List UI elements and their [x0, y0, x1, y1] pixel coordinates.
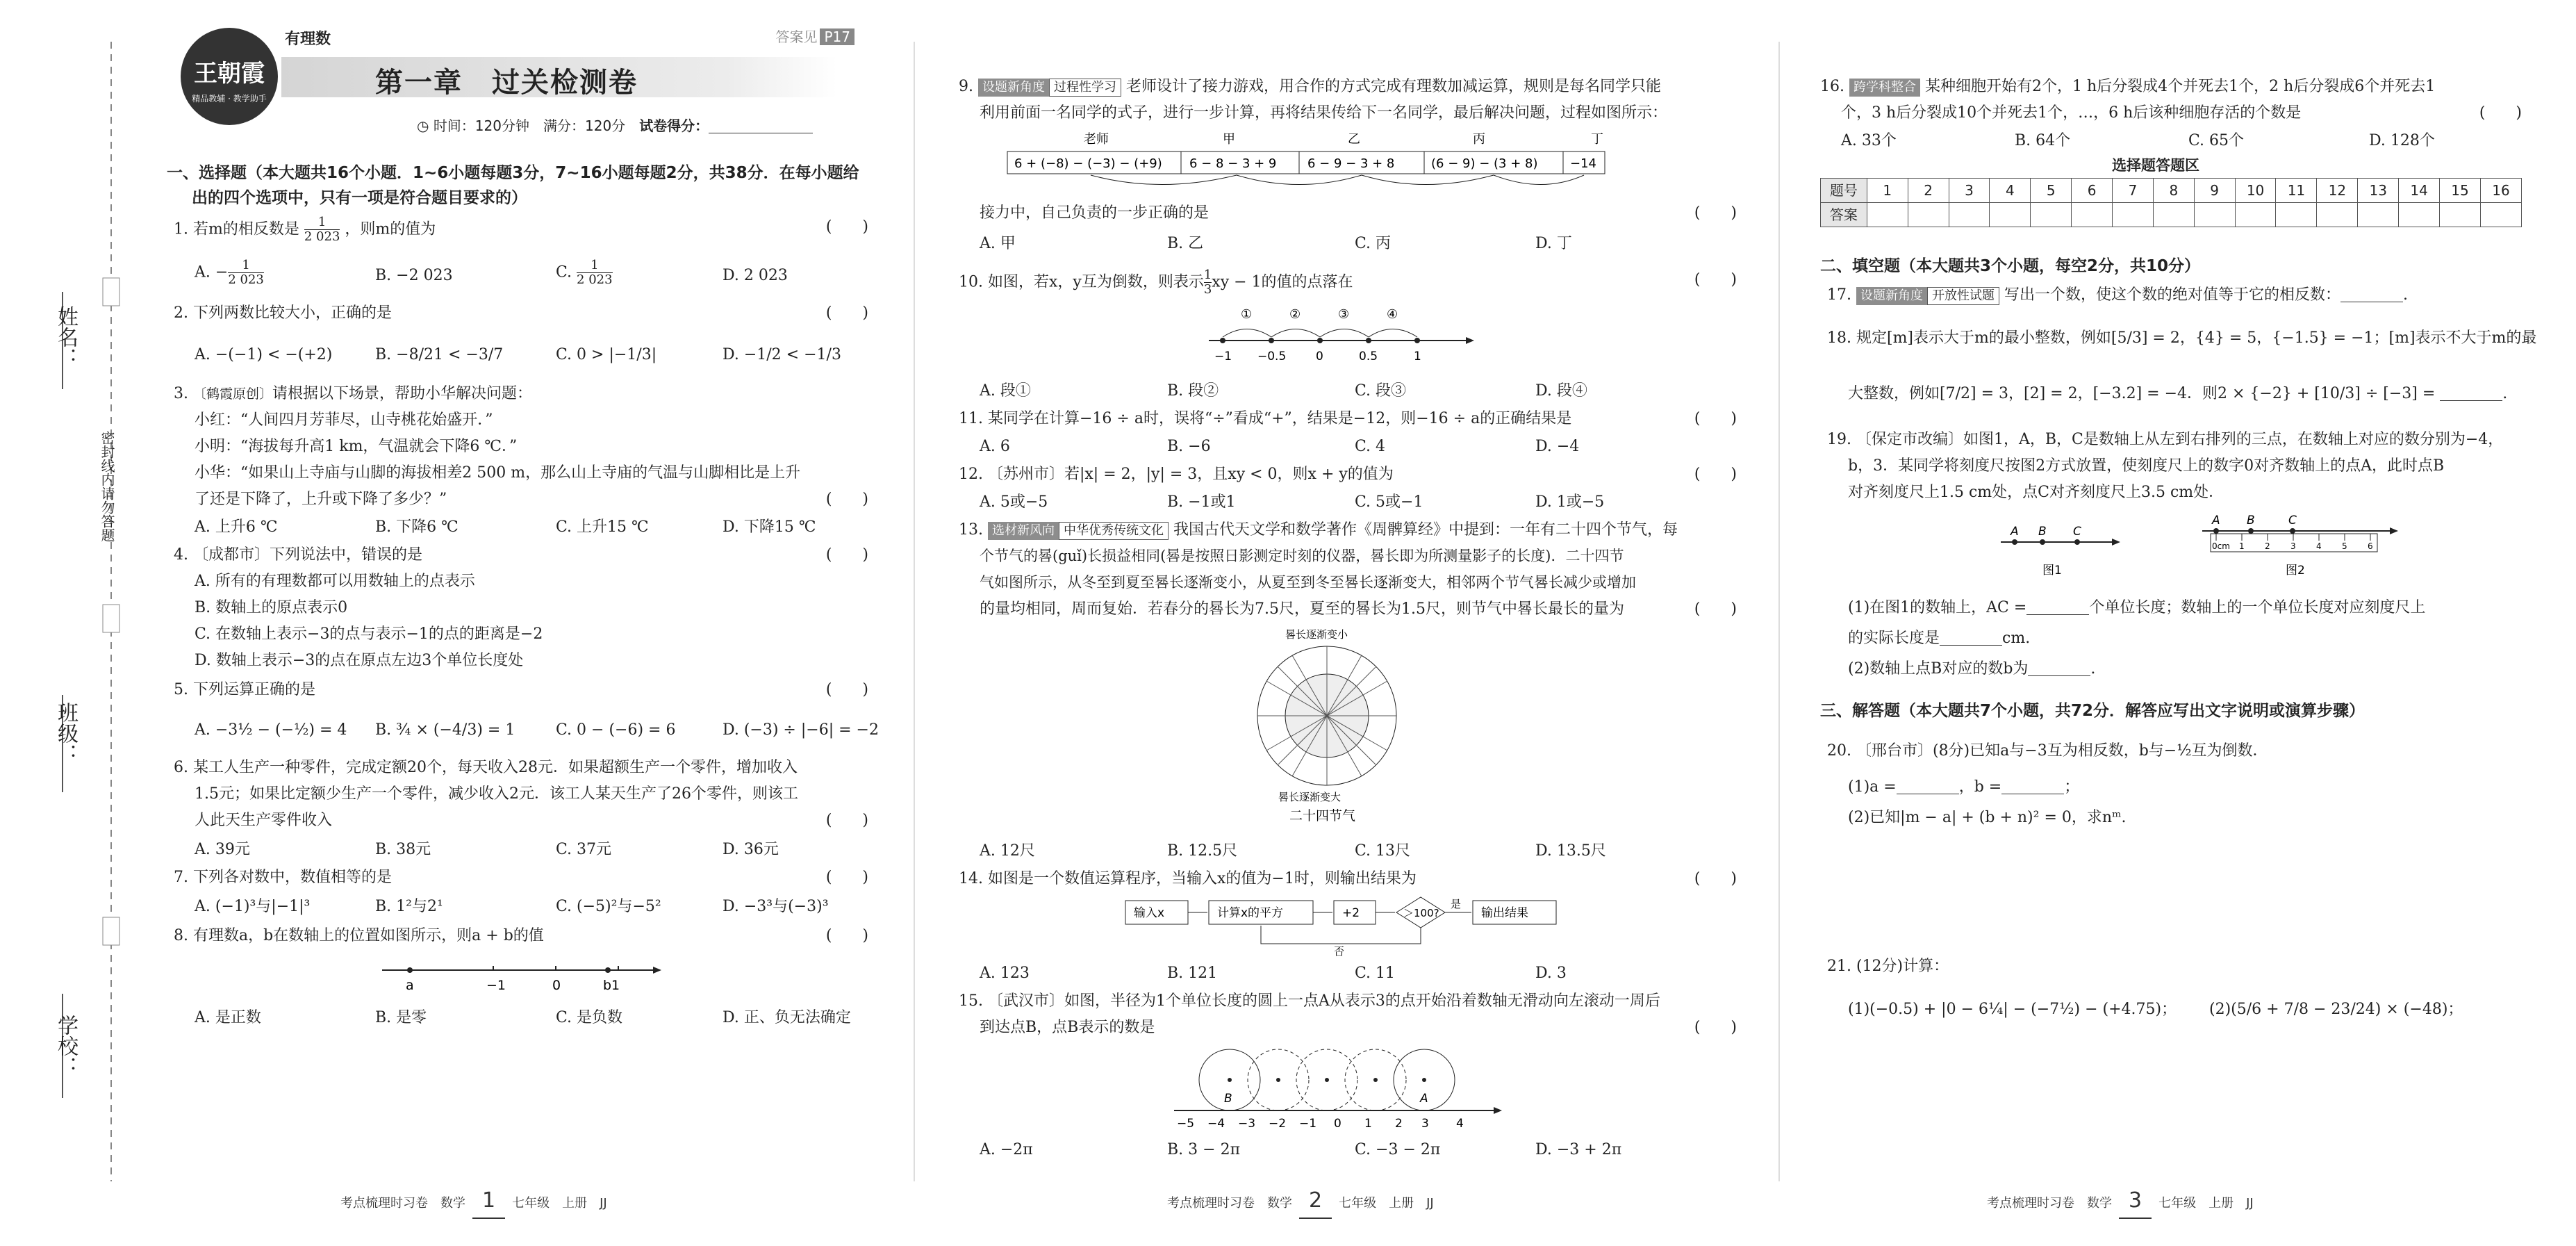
- q14-flowchart: [1118, 894, 1577, 956]
- answer-cell[interactable]: [1990, 203, 2031, 227]
- q15-option-b[interactable]: B. 3 − 2π: [1167, 1141, 1241, 1158]
- q10-option-c[interactable]: C. 段③: [1355, 382, 1407, 400]
- point-label: C: [2073, 525, 2081, 539]
- segment-label: ④: [1387, 307, 1398, 322]
- row-label: 答案: [1821, 203, 1867, 227]
- relay-name: 甲: [1223, 132, 1235, 147]
- question-number-cell: 12: [2317, 179, 2358, 203]
- answer-cell[interactable]: [2072, 203, 2113, 227]
- q16-option-c[interactable]: C. 65个: [2188, 132, 2245, 149]
- q4-option-d[interactable]: D. 数轴上表示−3的点在原点左边3个单位长度处: [195, 652, 524, 669]
- question-number-cell: 10: [2235, 179, 2276, 203]
- question-19: 19. 〔保定市改编〕如图1，A，B，C是数轴上从左到右排列的三点，在数轴上对应的数分别为−4，: [1827, 431, 2504, 448]
- tick-label: −1: [1214, 350, 1232, 363]
- tick-label: 4: [1456, 1117, 1464, 1131]
- flow-step: 输入x: [1134, 906, 1165, 920]
- q12-option-b[interactable]: B. −1或1: [1167, 493, 1236, 511]
- q13-line-2: 个节气的晷(guǐ)长损益相同(晷是按照日影测定时刻的仪器，晷长即为所测量影子的长度)．二十四节: [980, 548, 1624, 564]
- tick-label: −1: [1299, 1117, 1317, 1131]
- fig-caption: 图2: [2286, 564, 2305, 577]
- question-7: 7. 下列各对数中，数值相等的是 ( ): [174, 869, 868, 886]
- q11-option-b[interactable]: B. −6: [1167, 438, 1211, 455]
- answer-cell[interactable]: [2194, 203, 2235, 227]
- q19-figures: [1994, 507, 2425, 584]
- q7-option-d[interactable]: D. −3³与(−3)³: [723, 898, 829, 915]
- answer-blank[interactable]: [1897, 778, 1959, 794]
- question-number-cell: 2: [1908, 179, 1949, 203]
- answer-cell[interactable]: [2031, 203, 2072, 227]
- q15-option-c[interactable]: C. −3 − 2π: [1355, 1141, 1441, 1158]
- fig-caption: 二十四节气: [1289, 808, 1356, 823]
- fig-label: 晷长逐渐变小: [1285, 628, 1348, 641]
- ruler-label: 3: [2290, 541, 2296, 551]
- answer-grid: [1820, 178, 2522, 227]
- answer-grid-row: [1821, 179, 2522, 203]
- relay-name: 老师: [1084, 132, 1109, 147]
- ruler-label: 5: [2342, 541, 2347, 551]
- q3-line-4: 了还是下降了，上升或下降了多少？” ( ): [195, 491, 868, 508]
- answer-cell[interactable]: [2399, 203, 2440, 227]
- relay-name: 丁: [1591, 132, 1603, 147]
- q19-part-1b: 的实际长度是 cm.: [1848, 630, 2031, 647]
- q15-option-d[interactable]: D. −3 + 2π: [1535, 1141, 1622, 1158]
- q21-part-2: (2)(5/6 + 7/8 − 23/24) × (−48)；: [2209, 1001, 2463, 1018]
- flow-step: 计算x的平方: [1217, 906, 1284, 920]
- answer-cell[interactable]: [1949, 203, 1990, 227]
- exam-info: ◷ 时间：120分钟 满分：120分 试卷得分：: [417, 115, 813, 137]
- binding-sidebar: [0, 0, 153, 1243]
- q9-line-2: 利用前面一名同学的式子，进行一步计算，再将结果传给下一名同学，最后解决问题，过程如图所示：: [980, 104, 1668, 122]
- tick-label: 0: [1334, 1117, 1341, 1131]
- q8-option-b[interactable]: B. 是零: [375, 1009, 427, 1026]
- question-4: 4. 〔成都市〕下列说法中，错误的是 ( ): [174, 546, 868, 564]
- q15-line-2: 到达点B，点B表示的数是 ( ): [980, 1019, 1737, 1036]
- tick-label: 1: [1364, 1117, 1372, 1131]
- ruler-label: 4: [2316, 541, 2322, 551]
- section-1-title-2: 出的四个选项中，只有一项是符合题目要求的）: [192, 189, 527, 207]
- question-18: 18. 规定[m]表示大于m的最小整数，例如[5/3] = 2，{4} = 5，{−1.5} = −1；[m]表示不大于m的最: [1827, 329, 2537, 347]
- relay-box: 6 − 9 − 3 + 8: [1307, 156, 1395, 171]
- q7-option-b[interactable]: B. 1²与2¹: [375, 898, 443, 915]
- point-b: [605, 967, 611, 973]
- answer-blank[interactable]: [2001, 778, 2064, 794]
- q20-part-2: (2)已知|m − a| + (b + n)² = 0，求nᵐ.: [1848, 809, 2127, 826]
- segment-label: ②: [1289, 307, 1301, 322]
- q8-number-line: [375, 955, 667, 997]
- question-number-cell: 1: [1867, 179, 1908, 203]
- segment-label: ③: [1338, 307, 1350, 322]
- q18-line-2: 大整数，例如[7/2] = 3，[2] = 2，[−3.2] = −4．则2 × {−2} + [10/3] ÷ [−3] = .: [1848, 385, 2508, 402]
- q7-option-c[interactable]: C. (−5)²与−5²: [556, 898, 661, 915]
- q3-line-2: 小明：“海拔每升高1 km，气温就会下降6 ℃．”: [195, 438, 518, 455]
- question-3: 3. 〔鹤霞原创〕请根据以下场景，帮助小华解决问题：: [174, 385, 533, 402]
- answer-blank[interactable]: [2440, 385, 2502, 401]
- q19-part-1: (1)在图1的数轴上，AC = 个单位长度；数轴上的一个单位长度对应刻度尺上: [1848, 599, 2426, 616]
- q13-option-b[interactable]: B. 12.5尺: [1167, 842, 1238, 860]
- q12-option-c[interactable]: C. 5或−1: [1355, 493, 1423, 511]
- question-13: 13. 选材新风向 中华优秀传统文化 我国古代天文学和数学著作《周髀算经》中提到：一年有二十四个节气，每: [959, 521, 1678, 539]
- q13-option-d[interactable]: D. 13.5尺: [1535, 842, 1606, 860]
- page-divider: [914, 42, 915, 1181]
- tick-label: −4: [1207, 1117, 1225, 1131]
- q9-line-3: 接力中，自己负责的一步正确的是 ( ): [980, 204, 1737, 222]
- answer-cell[interactable]: [2113, 203, 2154, 227]
- q19-part-2: (2)数轴上点B对应的数b为 .: [1848, 660, 2096, 678]
- answer-blank[interactable]: [1940, 630, 2002, 646]
- question-12: 12. 〔苏州市〕若|x| = 2，|y| = 3，且xy < 0，则x + y的值为 ( ): [959, 466, 1737, 483]
- answer-table-title: 选择题答题区: [2112, 157, 2199, 174]
- relay-box: −14: [1570, 156, 1596, 171]
- page-3: [1820, 0, 2537, 1243]
- q2-option-c[interactable]: C. 0 > |−1/3|: [556, 346, 657, 363]
- answer-cell[interactable]: [2235, 203, 2276, 227]
- relay-box: 6 + (−8) − (−3) − (+9): [1014, 156, 1162, 171]
- q16-line-2: 个，3 h后分裂成10个并死去1个，…，6 h后该种细胞存活的个数是 ( ): [1841, 104, 2522, 122]
- relay-box: (6 − 9) − (3 + 8): [1431, 156, 1538, 171]
- flow-step: ＞100?: [1403, 907, 1439, 919]
- q4-option-a[interactable]: A. 所有的有理数都可以用数轴上的点表示: [195, 573, 475, 590]
- tick-label: 0: [1316, 350, 1323, 363]
- question-number-cell: 15: [2440, 179, 2481, 203]
- q6-line-2: 1.5元；如果比定额少生产一个零件，减少收入2元．该工人某天生产了26个零件，则该工: [195, 785, 798, 803]
- ruler-label: 6: [2368, 541, 2373, 551]
- q14-option-c[interactable]: C. 11: [1355, 965, 1396, 982]
- q19-line-3: 对齐刻度尺上1.5 cm处，点C对齐刻度尺上3.5 cm处．: [1848, 484, 2224, 501]
- ruler-label: 2: [2265, 541, 2270, 551]
- question-15: 15. 〔武汉市〕如图，半径为1个单位长度的圆上一点A从表示3的点开始沿着数轴无滑动向左滚动一周后: [959, 992, 1660, 1010]
- q4-option-b[interactable]: B. 数轴上的原点表示0: [195, 599, 348, 616]
- q14-option-d[interactable]: D. 3: [1535, 965, 1567, 982]
- q1-option-c[interactable]: C. $\frac{1}{2 023}$: [556, 258, 613, 287]
- q9-option-c[interactable]: C. 丙: [1355, 235, 1392, 252]
- q3-option-d[interactable]: D. 下降15 ℃: [723, 518, 816, 536]
- answer-cell[interactable]: [2358, 203, 2399, 227]
- question-number-cell: 14: [2399, 179, 2440, 203]
- q21-part-1: (1)(−0.5) + |0 − 6¼| − (−7½) − (+4.75)；: [1848, 1001, 2177, 1018]
- q10-option-d[interactable]: D. 段④: [1535, 382, 1587, 400]
- answer-blank[interactable]: [2340, 286, 2403, 302]
- axis-label: a: [406, 978, 414, 993]
- question-11: 11. 某同学在计算−16 ÷ a时，误将“÷”看成“+”，结果是−12，则−16 ÷ a的正确结果是 ( ): [959, 410, 1737, 427]
- q11-option-a[interactable]: A. 6: [980, 438, 1010, 455]
- point-label: A: [1420, 1092, 1428, 1106]
- question-1: 1. 若m的相反数是 $\frac{1}{2 023}$ ，则m的值为 ( ): [174, 215, 868, 244]
- q6-option-b[interactable]: B. 38元: [375, 841, 431, 858]
- q2-option-d[interactable]: D. −1/2 < −1/3: [723, 346, 841, 363]
- q4-option-c[interactable]: C. 在数轴上表示−3的点与表示−1的点的距离是−2: [195, 625, 543, 643]
- class-label: 班级：: [53, 702, 78, 764]
- tick-label: −2: [1269, 1117, 1287, 1131]
- question-number-cell: 6: [2072, 179, 2113, 203]
- answer-ref: 答案见 P17: [775, 26, 854, 48]
- question-number-cell: 13: [2358, 179, 2399, 203]
- chapter-tag: 有理数: [285, 31, 331, 48]
- page-number: 2: [1299, 1185, 1332, 1219]
- q1-option-a[interactable]: A. − $\frac{1}{2 023}$: [195, 258, 264, 287]
- q13-solar-terms-diagram: [1237, 625, 1417, 834]
- question-number-cell: 9: [2194, 179, 2235, 203]
- page-footer: 考点梳理时习卷 数学 2 七年级 上册 JJ: [1167, 1185, 1434, 1219]
- page-number: 1: [472, 1185, 505, 1219]
- q10-number-line: [1202, 306, 1494, 368]
- q3-option-c[interactable]: C. 上升15 ℃: [556, 518, 649, 536]
- answer-cell[interactable]: [2480, 203, 2521, 227]
- question-16: 16. 跨学科整合 某种细胞开始有2个，1 h后分裂成4个并死去1个，2 h后分裂成6个并死去1: [1820, 78, 2436, 95]
- page-title: 第一章 过关检测卷: [375, 67, 638, 99]
- point-a: [407, 967, 413, 973]
- q11-option-c[interactable]: C. 4: [1355, 438, 1386, 455]
- q8-option-d[interactable]: D. 正、负无法确定: [723, 1009, 851, 1026]
- q3-option-a[interactable]: A. 上升6 ℃: [195, 518, 278, 536]
- q6-line-3: 人此天生产零件收入 ( ): [195, 812, 868, 829]
- q15-option-a[interactable]: A. −2π: [980, 1141, 1033, 1158]
- tick-label: 1: [1414, 350, 1421, 363]
- answer-grid-row: [1821, 203, 2522, 227]
- flow-step: 输出结果: [1481, 906, 1528, 920]
- question-6: 6. 某工人生产一种零件，完成定额20个，每天收入28元．如果超额生产一个零件，增加收入: [174, 759, 798, 776]
- question-number-cell: 5: [2031, 179, 2072, 203]
- point-label: C: [2288, 514, 2297, 527]
- q12-option-d[interactable]: D. 1或−5: [1535, 493, 1605, 511]
- q5-option-b[interactable]: B. ¾ × (−4/3) = 1: [375, 721, 515, 739]
- flow-step: 否: [1334, 945, 1345, 956]
- q8-option-a[interactable]: A. 是正数: [195, 1009, 261, 1026]
- axis-label: 0: [552, 978, 561, 993]
- clock-icon: ◷: [417, 117, 429, 134]
- brand-logo: 王朝霞 精品教辅 · 教学助手: [181, 28, 278, 125]
- q16-option-b[interactable]: B. 64个: [2015, 132, 2071, 149]
- q5-option-d[interactable]: D. (−3) ÷ |−6| = −2: [723, 721, 879, 739]
- q5-option-a[interactable]: A. −3½ − (−½) = 4: [195, 721, 347, 739]
- q14-option-a[interactable]: A. 123: [980, 965, 1030, 982]
- q8-option-c[interactable]: C. 是负数: [556, 1009, 623, 1026]
- q3-line-1: 小红：“人间四月芳菲尽，山寺桃花始盛开．”: [195, 411, 493, 429]
- tick-label: 3: [1421, 1117, 1429, 1131]
- q2-option-a[interactable]: A. −(−1) < −(+2): [195, 346, 333, 363]
- q20-part-1: (1)a = ，b = ；: [1848, 778, 2080, 796]
- ruler-label: 0cm: [2212, 541, 2230, 551]
- q13-line-3: 气如图所示，从冬至到夏至晷长逐渐变小，从夏至到冬至晷长逐渐变大，相邻两个节气晷长减少或增加: [980, 574, 1636, 591]
- page-header: [167, 21, 868, 160]
- point-label: B: [2038, 525, 2047, 539]
- tick-label: −0.5: [1257, 350, 1287, 363]
- fraction: $\frac{1}{2 023}$: [304, 215, 340, 244]
- answer-blank[interactable]: [2028, 660, 2090, 676]
- tick-label: 2: [1395, 1117, 1403, 1131]
- relay-box: 6 − 8 − 3 + 9: [1189, 156, 1277, 171]
- q13-option-c[interactable]: C. 13尺: [1355, 842, 1411, 860]
- page-footer: 考点梳理时习卷 数学 3 七年级 上册 JJ: [1987, 1185, 2254, 1219]
- answer-cell[interactable]: [1867, 203, 1908, 227]
- answer-cell[interactable]: [2317, 203, 2358, 227]
- page-number: 3: [2119, 1185, 2152, 1219]
- q6-option-d[interactable]: D. 36元: [723, 841, 779, 858]
- answer-blank[interactable]: [2026, 599, 2089, 615]
- page-1: [167, 0, 879, 1243]
- point-label: B: [2247, 514, 2255, 527]
- q12-option-a[interactable]: A. 5或−5: [980, 493, 1048, 511]
- question-17: 17. 设题新角度 开放性试题 写出一个数，使这个数的绝对值等于它的相反数： .: [1827, 286, 2408, 304]
- q15-rolling-circle-diagram: [1167, 1042, 1528, 1133]
- fig-label: 晷长逐渐变大: [1278, 791, 1341, 803]
- flow-step: 是: [1451, 898, 1462, 910]
- q10-option-a[interactable]: A. 段①: [980, 382, 1031, 400]
- ruler-label: 1: [2239, 541, 2245, 551]
- q9-option-b[interactable]: B. 乙: [1167, 235, 1204, 252]
- section-2-title: 二、填空题（本大题共3个小题，每空2分，共10分）: [1820, 257, 2201, 275]
- q7-option-a[interactable]: A. (−1)³与|−1|³: [195, 898, 311, 915]
- q10-option-b[interactable]: B. 段②: [1167, 382, 1219, 400]
- axis-label: b1: [603, 978, 620, 993]
- answer-cell[interactable]: [2276, 203, 2317, 227]
- question-number-cell: 11: [2276, 179, 2317, 203]
- q2-option-b[interactable]: B. −8/21 < −3/7: [375, 346, 504, 363]
- q6-option-a[interactable]: A. 39元: [195, 841, 250, 858]
- relay-name: 乙: [1348, 132, 1360, 147]
- question-2: 2. 下列两数比较大小，正确的是 ( ): [174, 304, 868, 322]
- name-label: 姓名：: [53, 306, 78, 368]
- question-10: 10. 如图，若x，y互为倒数，则表示 $\frac{1}{3}$ xy − 1的值的点落在 ( ): [959, 268, 1737, 297]
- q13-option-a[interactable]: A. 12尺: [980, 842, 1035, 860]
- question-number-cell: 8: [2153, 179, 2194, 203]
- point-label: A: [2212, 514, 2220, 527]
- q5-option-c[interactable]: C. 0 − (−6) = 6: [556, 721, 676, 739]
- tick-label: 0.5: [1359, 350, 1378, 363]
- page-2: [959, 0, 1737, 1243]
- q6-option-c[interactable]: C. 37元: [556, 841, 612, 858]
- q9-option-a[interactable]: A. 甲: [980, 235, 1016, 252]
- answer-cell[interactable]: [2440, 203, 2481, 227]
- fig-caption: 图1: [2042, 564, 2062, 577]
- question-number-cell: 7: [2113, 179, 2154, 203]
- q11-option-d[interactable]: D. −4: [1535, 438, 1580, 455]
- q1-option-d[interactable]: D. 2 023: [723, 267, 788, 284]
- q19-line-2: b，3．某同学将刻度尺按图2方式放置，使刻度尺上的数字0对齐数轴上的点A，此时点B: [1848, 457, 2445, 475]
- q14-option-b[interactable]: B. 121: [1167, 965, 1218, 982]
- page-footer: 考点梳理时习卷 数学 1 七年级 上册 JJ: [340, 1185, 607, 1219]
- question-14: 14. 如图是一个数值运算程序，当输入x的值为−1时，则输出结果为 ( ): [959, 870, 1737, 887]
- school-label: 学校：: [53, 1015, 78, 1077]
- tick-label: −3: [1238, 1117, 1256, 1131]
- question-9: 9. 设题新角度 过程性学习 老师设计了接力游戏，用合作的方式完成有理数加减运算，规则是每名同学只能: [959, 78, 1661, 95]
- tick-label: −5: [1177, 1117, 1195, 1131]
- q13-line-4: 的量均相同，周而复始．若春分的晷长为7.5尺，夏至的晷长为1.5尺，则节气中晷长最长的量为 ( ): [980, 600, 1737, 618]
- question-20: 20. 〔邢台市〕(8分)已知a与−3互为相反数，b与−½互为倒数．: [1827, 742, 2268, 760]
- question-number-cell: 3: [1949, 179, 1990, 203]
- page-divider: [1778, 42, 1780, 1181]
- row-label: 题号: [1821, 179, 1867, 203]
- axis-label: −1: [486, 978, 506, 993]
- segment-label: ①: [1241, 307, 1253, 322]
- q9-option-d[interactable]: D. 丁: [1535, 235, 1572, 252]
- section-3-title: 三、解答题（本大题共7个小题，共72分．解答应写出文字说明或演算步骤）: [1820, 702, 2366, 720]
- q3-option-b[interactable]: B. 下降6 ℃: [375, 518, 459, 536]
- relay-name: 丙: [1473, 132, 1485, 147]
- flow-step: +2: [1342, 906, 1360, 920]
- question-number-cell: 4: [1990, 179, 2031, 203]
- section-1-title: 一、选择题（本大题共16个小题．1~6小题每题3分，7~16小题每题2分，共38分．在每小题给: [167, 164, 859, 182]
- q16-option-a[interactable]: A. 33个: [1841, 132, 1897, 149]
- point-label: A: [2011, 525, 2019, 539]
- seal-note: 密封线内请勿答题: [99, 431, 115, 542]
- q16-option-d[interactable]: D. 128个: [2369, 132, 2435, 149]
- point-label: B: [1224, 1092, 1232, 1106]
- q3-line-3: 小华：“如果山上寺庙与山脚的海拔相差2 500 m，那么山上寺庙的气温与山脚相比是上升: [195, 464, 801, 482]
- q1-option-b[interactable]: B. −2 023: [375, 267, 453, 284]
- answer-cell[interactable]: [2153, 203, 2194, 227]
- answer-cell[interactable]: [1908, 203, 1949, 227]
- question-21: 21. (12分)计算：: [1827, 958, 1949, 975]
- question-8: 8. 有理数a，b在数轴上的位置如图所示，则a + b的值 ( ): [174, 927, 868, 944]
- question-5: 5. 下列运算正确的是 ( ): [174, 681, 868, 698]
- question-number-cell: 16: [2480, 179, 2521, 203]
- q9-relay-diagram: [1000, 128, 1667, 197]
